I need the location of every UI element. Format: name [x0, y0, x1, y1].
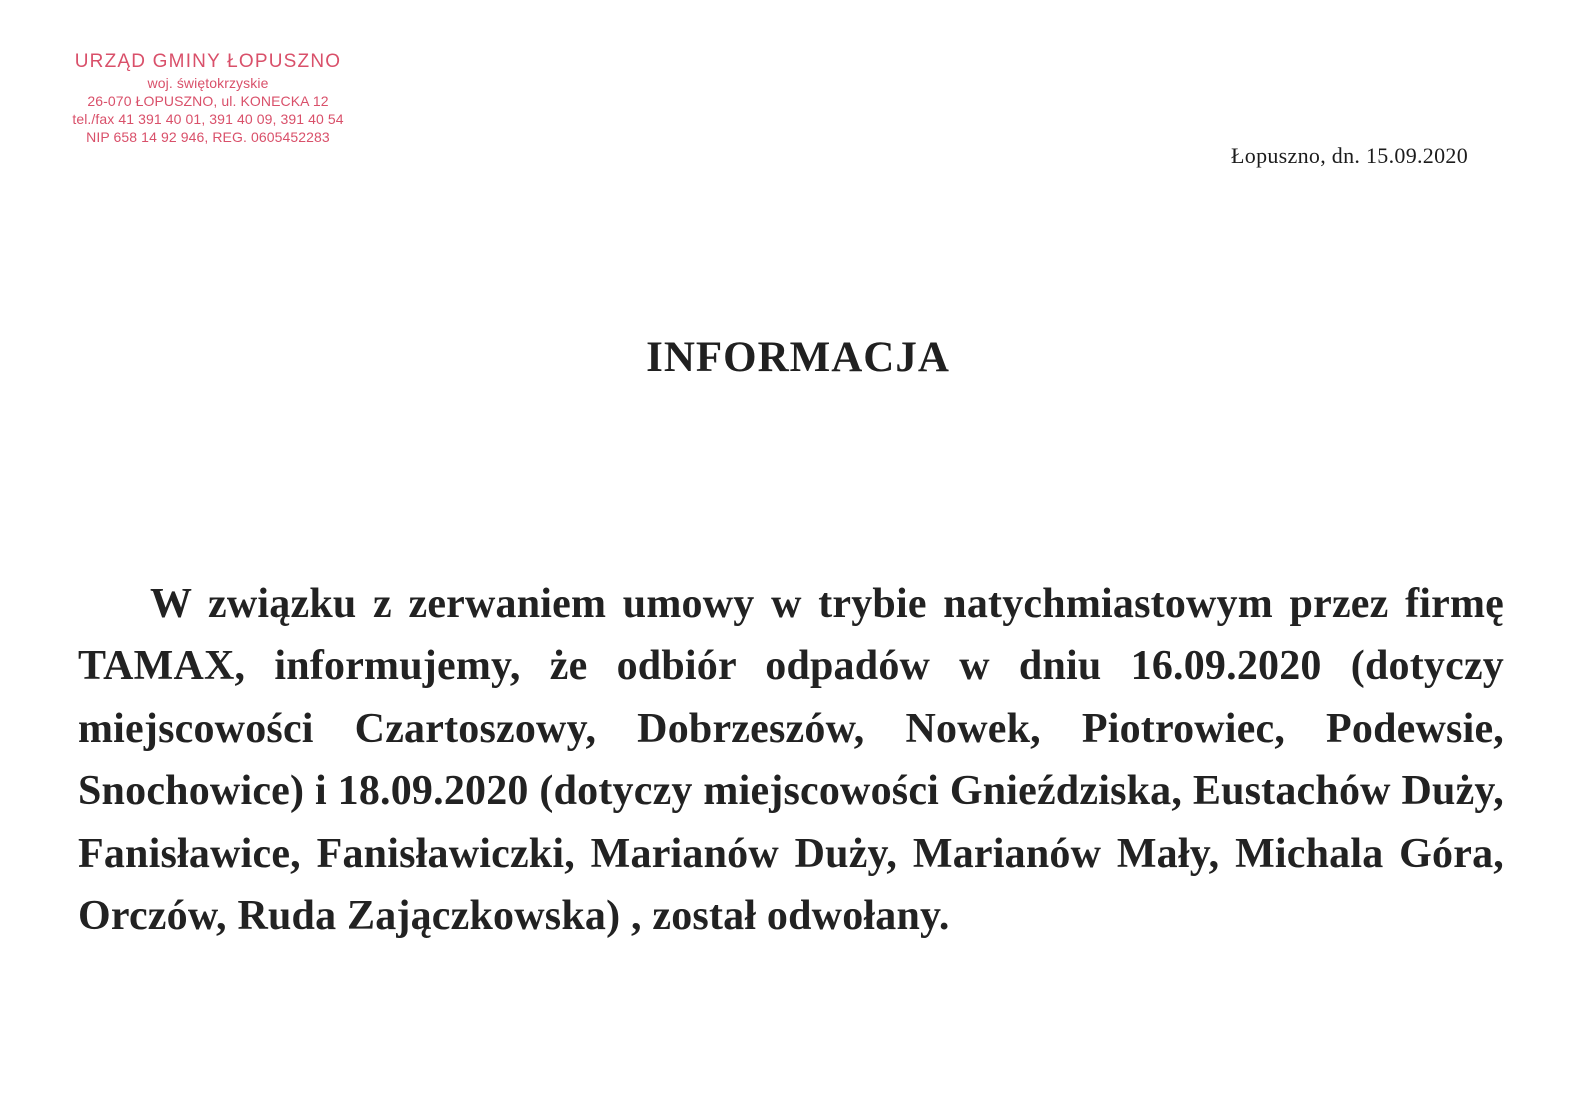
office-stamp: [48, 50, 368, 146]
document-title: INFORMACJA: [646, 334, 950, 381]
place-date: Łopuszno, dn. 15.09.2020: [1231, 143, 1468, 168]
stamp-office-name: URZĄD GMINY ŁOPUSZNO: [74, 51, 342, 72]
stamp-ids: NIP 658 14 92 946, REG. 0605452283: [86, 129, 330, 145]
document-body: W związku z zerwaniem umowy w trybie natychmiastowym przez firmę TAMAX, informujemy, że odbiór odpadów w dniu 16.09.2020 (dotyczy miejscowości Czartoszowy, Dobrzeszów, Nowek, Piotrowiec, Podewsie, Snochowice) i 18.09.2020 (dotyczy miejscowości Gnieździska, Eustachów Duży, Fanisławice, Fanisławiczki, Marianów Duży, Marianów Mały, Michala Góra, Orczów, Ruda Zajączkowska) , został odwołany.: [78, 581, 1504, 940]
stamp-region: woj. świętokrzyskie: [147, 75, 269, 91]
stamp-address: 26-070 ŁOPUSZNO, ul. KONECKA 12: [87, 93, 329, 109]
stamp-phone: tel./fax 41 391 40 01, 391 40 09, 391 40 54: [72, 111, 344, 127]
